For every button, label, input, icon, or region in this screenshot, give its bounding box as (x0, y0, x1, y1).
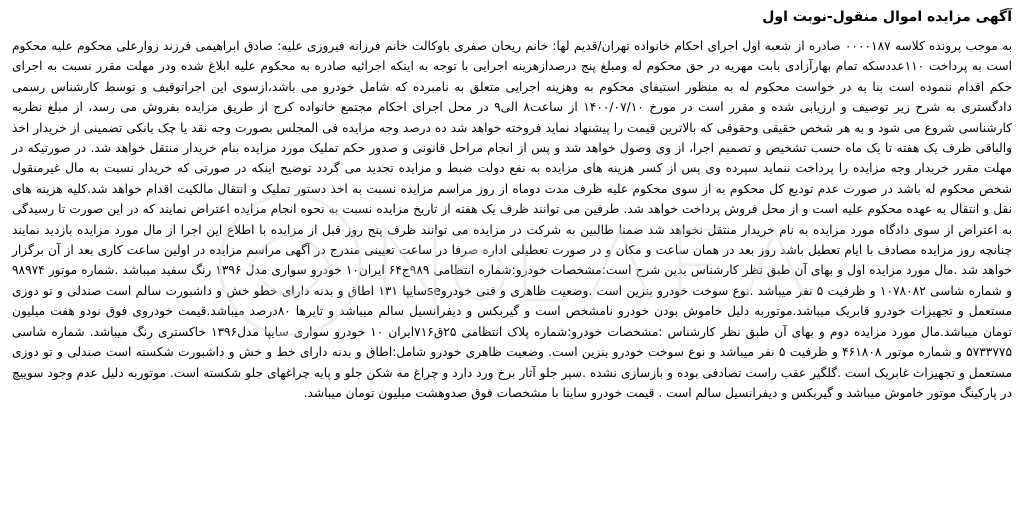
auction-notice (12, 6, 1012, 509)
notice-title: آگهی مزایده اموال منقول-نوبت اول (762, 9, 1012, 25)
notice-body: به موجب پرونده کلاسه ۰۰۰۰۱۸۷ صادره از شعبه اول اجرای احکام خانواده تهران/قدیم لها: خانم ریحان صفری باوکالت خانم فرزانه فیروزی علیه: صادق ابراهیمی فرزند زوارعلی محکوم علیه محکوم است به پرداخت ۱۱۰عددسکه تمام بهارآزادی بابت مهریه در حق محکوم له ومبلغ پنج درصدازهزینه اجرایی با توجه به اینکه اجرائیه صادره به محکوم علیه ابلاغ شده ودر مهلت مقرر نسبت به اجرای حکم اقدام ننموده است بنا به در خواست محکوم له به منظور استیفای محکوم به وهزینه اجرایی متعلق به نامبرده که شامل خودرو می باشد،ازسوی این اجراتوقیف و توسط کارشناس رسمی دادگستری به شرح زیر توصیف و ارزیابی شده و مقرر است در مورخ ۱۴۰۰/۰۷/۱۰ از ساعت۸ الی۹ در محل اجرای احکام مجتمع خانواده کرج از طریق مزایده بفروش می رسد، از مبلغ نظریه کارشناسی شروع می شود و به هر شخص حقیقی وحقوقی که بالاترین قیمت را پیشنهاد نماید فروخته خواهد شد ده درصد وجه مزایده فی المجلس بصورت وجه نقد یا چک بانکی تضمینی از خریدار اخذ والباقی ظرف یک هفته تا یک ماه حسب تشخیص و تصمیم اجرا، از وی وصول خواهد شد و پس از انجام مراحل قانونی و صدور حکم تملیک مورد مزایده بنام خریدار منتقل خواهد شد. در صورتیکه در مهلت مقرر خریدار وجه مزایده را پرداخت ننماید سپرده وی پس از کسر هزینه های مزایده به نفع دولت ضبط و مزایده تجدید می گردد توضیح اینکه در صورتی که خریدار نسبت به مال غیرمنقول شخص محکوم له باشد در صورت عدم تودیع کل محکوم به از سوی محکوم علیه ظرف مدت دوماه از روز مراسم مزایده نسبت به اخذ دستور تملیک و انتقال مالکیت اقدام خواهد شد.کلیه هزینه های نقل و انتقال به عهده محکوم علیه است و از محل فروش پرداخت خواهد شد. طرفین می توانند ظرف یک هفته از تاریخ مزایده نسبت به نحوه انجام مزایده اعتراض نمایند که در این صورت تا رسیدگی به اعتراض از سوی دادگاه مورد مزایده به نام خریدار منتقل نخواهد شد ضمنا طالبین به شرکت در مزایده می توانند ظرف پنج روز قبل از مزایده با اطلاع این اجرا از مال مورد مزایده بازدید نمایند چنانچه روز مزایده مصادف با ایام تعطیل باشد روز بعد در همان ساعت و مکان و در صورت تعطیلی اداره صرفا در ساعت تعیینی مندرج در آگهی مراسم مزایده در اولین ساعت کاری بعد از آن برگزار خواهد شد .مال مورد مزایده اول و بهای آن طبق نظر کارشناس بدین شرح است:مشخصات خودرو:شماره انتظامی ۹۸۹ج۶۴ ایران۱۰ خودرو سواری مدل ۱۳۹۶ رنگ سفید میباشد .شماره موتور ۹۸۹۷۴ و شماره شاسی ۱۰۷۸۰۸۲ و ظرفیت ۵ نفر میباشد .نوع سوخت خودرو بنزین است .وضعیت ظاهری و فنی خودروseسایپا ۱۳۱ اطاق و بدنه دارای خطو خش و داشبورت سالم است صندلی و تو دوزی مستعمل و تجهیزات خودرو قابریک میباشد.موتوربه دلیل خاموش بودن خودرو نامشخص است و گیربکس و دیفرانسیل سالم میباشد و تایرها ۸۰درصد میباشد.قیمت خودروی فوق نودو هفت میلیون تومان میباشد.مال مورد مزایده دوم و بهای آن طبق نظر کارشناس :مشخصات خودرو:شماره پلاک انتظامی ۲۵ق۷۱۶ایران ۱۰ خودرو سواری سایپا مدل۱۳۹۶ خاکستری رنگ میباشد. شماره شاسی ۵۷۳۳۷۷۵ و شماره موتور ۴۶۱۸۰۸ و ظرفیت ۵ نفر میباشد و نوع سوخت خودرو بنزین است. وضعیت ظاهری خودرو شامل:اطاق و بدنه دارای خط و خش و داشبورت شکسته است صندلی و تو دوزی مستعمل و تجهیزات غابریک است .گلگیر عقب راست تصادفی بوده و بازسازی نشده .سپر جلو آثار برخ ‌ورد دارد و چراغ مه شکن جلو و پایه چراغهای جلو شکسته است. موتوربه دلیل عدم وجود سوییچ در پارکینگ موتور خاموش میباشد و گیربکس و دیفرانسیل سالم است . قیمت خودرو ساینا با مشخصات فوق صدوهشت میلیون تومان میباشد. (12, 39, 1013, 400)
